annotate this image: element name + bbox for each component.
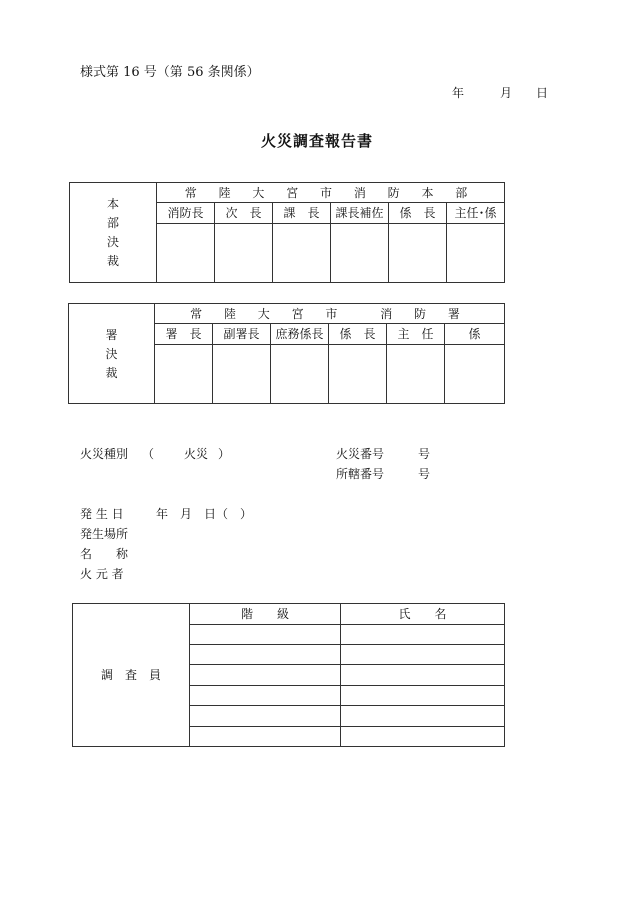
honbu-stamp-cell[interactable]	[273, 224, 331, 283]
investigators-label: 調 査 員	[73, 604, 190, 747]
sho-position-header: 主 任	[387, 324, 445, 345]
fire-number-suffix: 号	[418, 447, 431, 461]
honbu-label-char: 決	[106, 235, 119, 249]
occurrence-date-value[interactable]: 年 月 日（ ）	[156, 507, 253, 521]
rank-column-header: 階 級	[190, 604, 341, 625]
investigator-name-cell[interactable]	[341, 625, 505, 645]
honbu-department-header: 常 陸 大 宮 市 消 防 本 部	[157, 183, 505, 203]
sho-stamp-cell[interactable]	[155, 345, 213, 404]
date-month-label: 月	[500, 86, 513, 100]
sho-position-header: 副署長	[213, 324, 271, 345]
occurrence-place-label: 発生場所	[80, 527, 129, 541]
fire-type-label: 火災種別	[80, 447, 129, 461]
sho-stamp-cell[interactable]	[213, 345, 271, 404]
investigator-rank-cell[interactable]	[190, 706, 341, 727]
date-year-label: 年	[452, 86, 465, 100]
page-title: 火災調査報告書	[261, 132, 374, 150]
honbu-position-header: 次 長	[215, 203, 273, 224]
fire-type-value[interactable]: 火災	[184, 447, 209, 461]
investigator-name-cell[interactable]	[341, 727, 505, 747]
sho-approval-table	[68, 303, 505, 404]
name-label: 名 称	[80, 547, 129, 561]
investigators-table	[72, 603, 505, 747]
honbu-stamp-cell[interactable]	[389, 224, 447, 283]
form-number: 様式第 16 号（第 56 条関係）	[80, 65, 260, 80]
honbu-position-header: 係 長	[389, 203, 447, 224]
honbu-stamp-cell[interactable]	[215, 224, 273, 283]
occurrence-date-label: 発 生 日	[80, 507, 124, 521]
investigator-name-cell[interactable]	[341, 706, 505, 727]
investigator-name-cell[interactable]	[341, 645, 505, 665]
name-column-header: 氏 名	[341, 604, 505, 625]
sho-stamp-cell[interactable]	[271, 345, 329, 404]
honbu-stamp-cell[interactable]	[331, 224, 389, 283]
honbu-position-header: 課長補佐	[331, 203, 389, 224]
investigator-name-cell[interactable]	[341, 665, 505, 686]
sho-position-header: 係	[445, 324, 505, 345]
sho-label-char: 決	[105, 346, 118, 361]
date-day-label: 日	[536, 86, 549, 100]
honbu-stamp-cell[interactable]	[157, 224, 215, 283]
sho-approval-label	[69, 304, 155, 404]
fire-source-label: 火 元 者	[80, 567, 124, 581]
sho-stamp-cell[interactable]	[445, 345, 505, 404]
jurisdiction-number-suffix: 号	[418, 467, 431, 481]
investigator-name-cell[interactable]	[341, 686, 505, 706]
investigator-rank-cell[interactable]	[190, 727, 341, 747]
honbu-label-char: 本	[106, 197, 119, 211]
sho-department-header: 常 陸 大 宮 市 消 防 署	[155, 304, 505, 324]
fire-type-close-paren: ）	[218, 447, 231, 461]
fire-number-label: 火災番号	[336, 447, 385, 461]
fire-type-open-paren: （	[142, 447, 155, 461]
honbu-approval-label	[70, 183, 157, 283]
honbu-position-header: 課 長	[273, 203, 331, 224]
honbu-position-header: 主任･係	[447, 203, 505, 224]
sho-stamp-cell[interactable]	[329, 345, 387, 404]
sho-position-header: 署 長	[155, 324, 213, 345]
honbu-label-char: 部	[106, 216, 119, 230]
investigator-rank-cell[interactable]	[190, 665, 341, 686]
investigator-rank-cell[interactable]	[190, 686, 341, 706]
sho-label-char: 裁	[105, 365, 118, 380]
sho-stamp-cell[interactable]	[387, 345, 445, 404]
jurisdiction-number-label: 所轄番号	[336, 467, 385, 481]
honbu-approval-table	[69, 182, 505, 283]
honbu-stamp-cell[interactable]	[447, 224, 505, 283]
sho-position-header: 係 長	[329, 324, 387, 345]
honbu-position-header: 消防長	[157, 203, 215, 224]
investigator-rank-cell[interactable]	[190, 625, 341, 645]
sho-label-char: 署	[105, 327, 118, 342]
sho-position-header: 庶務係長	[271, 324, 329, 345]
honbu-label-char: 裁	[106, 254, 119, 268]
investigator-rank-cell[interactable]	[190, 645, 341, 665]
